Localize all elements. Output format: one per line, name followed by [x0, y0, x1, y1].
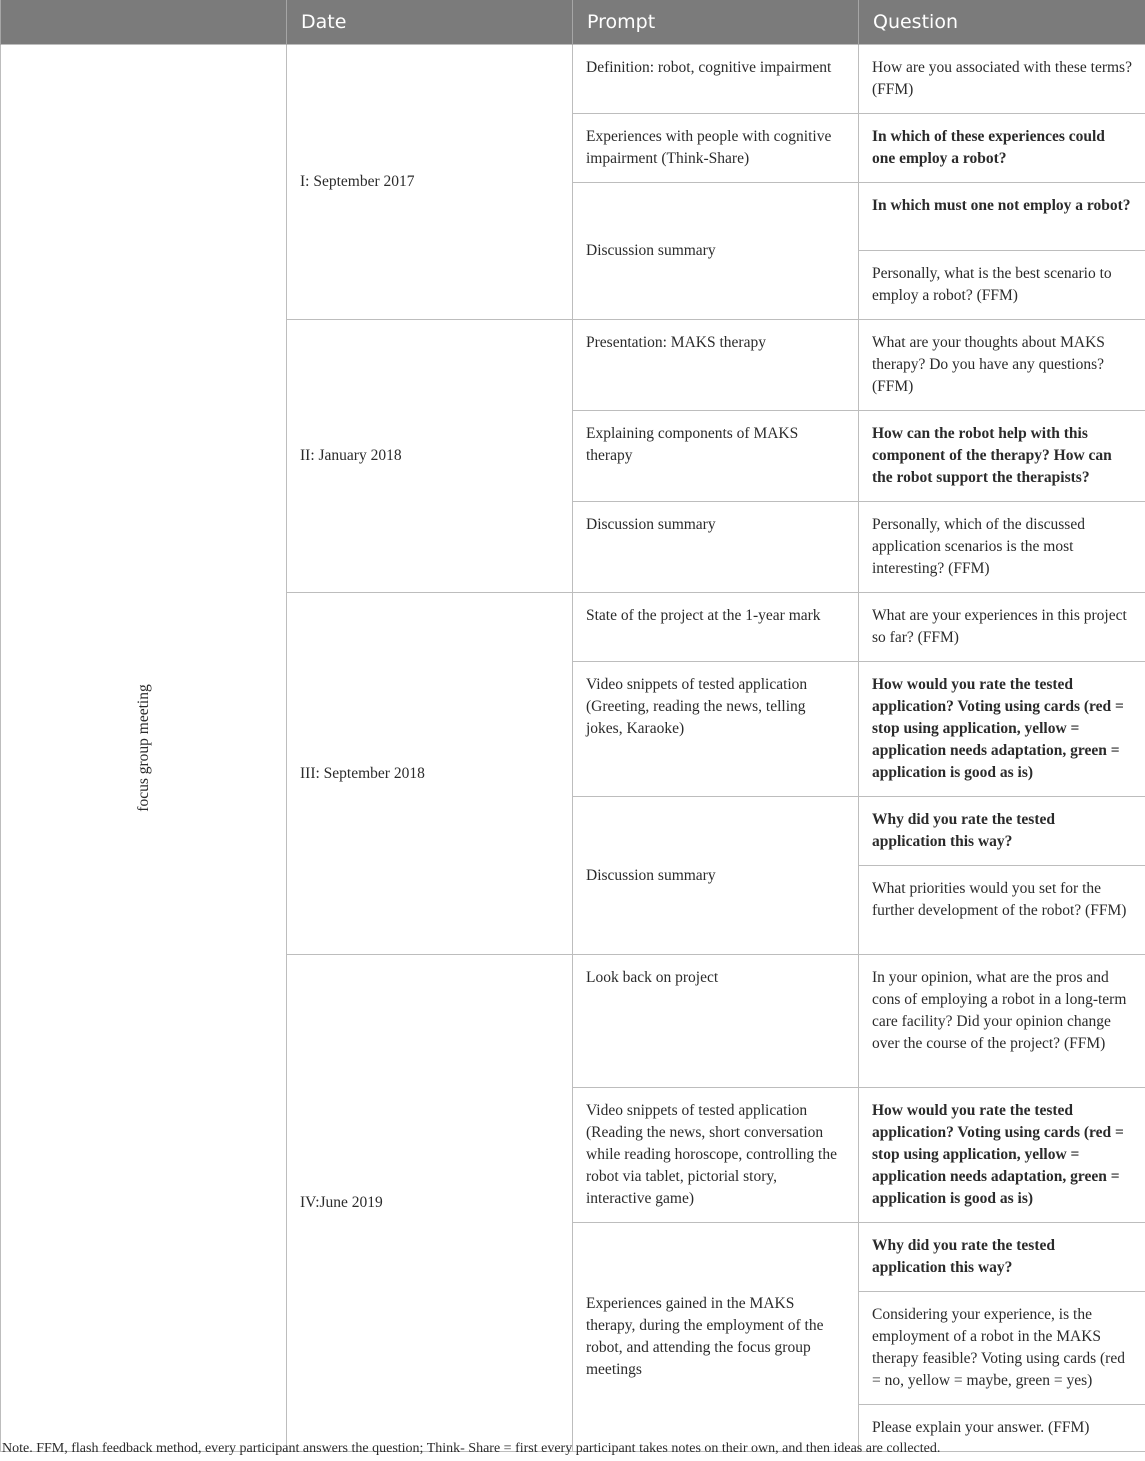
group-label: focus group meeting [135, 684, 152, 812]
table-row [1, 45, 1145, 114]
date-cell: III: September 2018 [287, 593, 573, 955]
prompt-cell: Video snippets of tested application (Reading the news, short conversation while reading horoscope, controlling the robot via tablet, pictorial story, interactive game) [573, 1088, 859, 1223]
question-cell: Personally, which of the discussed application scenarios is the most interesting? (FFM) [859, 502, 1145, 593]
prompt-cell: Look back on project [573, 955, 859, 1088]
question-cell: Considering your experience, is the employment of a robot in the MAKS therapy feasible? Voting using cards (red = no, yellow = maybe, green = yes) [859, 1292, 1145, 1405]
prompt-cell: Discussion summary [573, 183, 859, 320]
question-cell: How would you rate the tested application? Voting using cards (red = stop using application, yellow = application needs adaptation, green = application is good as is) [859, 1088, 1145, 1223]
question-cell: Why did you rate the tested application this way? [859, 1223, 1145, 1292]
question-cell: In which must one not employ a robot? [859, 183, 1145, 251]
date-cell: IV:June 2019 [287, 955, 573, 1452]
question-cell: Why did you rate the tested application this way? [859, 797, 1145, 866]
prompt-cell: Definition: robot, cognitive impairment [573, 45, 859, 114]
prompt-cell: Experiences with people with cognitive impairment (Think-Share) [573, 114, 859, 183]
prompt-cell: Experiences gained in the MAKS therapy, during the employment of the robot, and attending the focus group meetings [573, 1223, 859, 1452]
question-cell: Personally, what is the best scenario to employ a robot? (FFM) [859, 251, 1145, 320]
date-cell: I: September 2017 [287, 45, 573, 320]
table-note: Note. FFM, flash feedback method, every participant answers the question; Think- Share = first every participant takes notes on their own, and then ideas are collected. [2, 1441, 941, 1456]
header-date: Date [287, 0, 573, 45]
question-cell: How are you associated with these terms? (FFM) [859, 45, 1145, 114]
question-cell: What are your experiences in this project so far? (FFM) [859, 593, 1145, 662]
question-cell: How would you rate the tested application? Voting using cards (red = stop using application, yellow = application needs adaptation, green = application is good as is) [859, 662, 1145, 797]
header-question: Question [859, 0, 1145, 45]
date-cell: II: January 2018 [287, 320, 573, 593]
prompt-cell: Explaining components of MAKS therapy [573, 411, 859, 502]
question-cell: What are your thoughts about MAKS therapy? Do you have any questions? (FFM) [859, 320, 1145, 411]
question-cell: How can the robot help with this component of the therapy? How can the robot support the therapists? [859, 411, 1145, 502]
prompt-cell: Discussion summary [573, 797, 859, 955]
header-prompt: Prompt [573, 0, 859, 45]
header-row [1, 0, 1145, 45]
question-cell: In which of these experiences could one employ a robot? [859, 114, 1145, 183]
header-empty [1, 0, 287, 45]
prompt-cell: Video snippets of tested application (Greeting, reading the news, telling jokes, Karaoke) [573, 662, 859, 797]
question-cell: What priorities would you set for the further development of the robot? (FFM) [859, 866, 1145, 955]
prompt-cell: Presentation: MAKS therapy [573, 320, 859, 411]
prompt-cell: Discussion summary [573, 502, 859, 593]
group-label-cell [1, 45, 287, 1452]
question-cell: Please explain your answer. (FFM) [859, 1405, 1145, 1452]
prompt-cell: State of the project at the 1-year mark [573, 593, 859, 662]
question-cell: In your opinion, what are the pros and cons of employing a robot in a long-term care facility? Did your opinion change over the course of the project? (FFM) [859, 955, 1145, 1088]
